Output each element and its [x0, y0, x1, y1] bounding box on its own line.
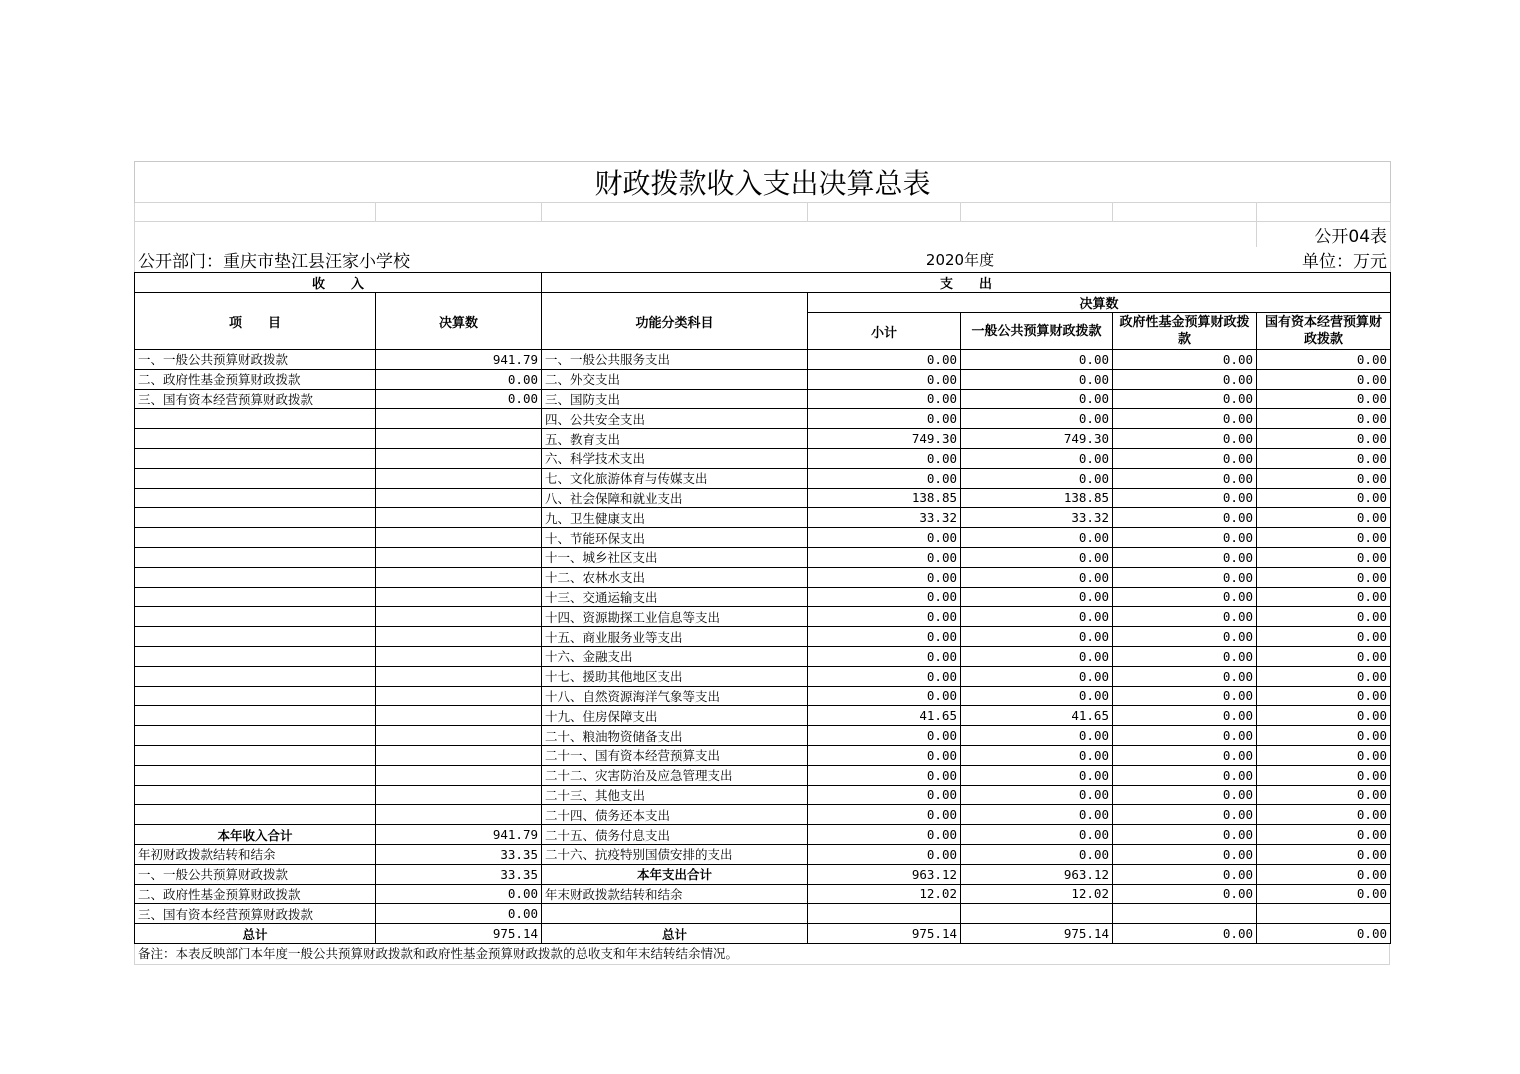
gov-fund-cell: 0.00 [1113, 864, 1257, 884]
gov-fund-header: 政府性基金预算财政拨款 [1113, 313, 1257, 350]
general-budget-cell: 33.32 [961, 508, 1113, 528]
income-item-cell: 本年收入合计 [135, 825, 376, 845]
gov-fund-cell: 0.00 [1113, 488, 1257, 508]
subtotal-cell: 0.00 [808, 448, 961, 468]
state-capital-cell: 0.00 [1257, 508, 1391, 528]
state-capital-cell: 0.00 [1257, 369, 1391, 389]
expense-subject-cell: 十、节能环保支出 [542, 528, 808, 548]
gov-fund-cell: 0.00 [1113, 765, 1257, 785]
table-row [135, 607, 1391, 627]
gov-fund-cell: 0.00 [1113, 528, 1257, 548]
general-budget-cell: 0.00 [961, 607, 1113, 627]
subtotal-cell: 0.00 [808, 785, 961, 805]
gov-fund-cell: 0.00 [1113, 508, 1257, 528]
state-capital-cell: 0.00 [1257, 666, 1391, 686]
expense-subject-cell: 十七、援助其他地区支出 [542, 666, 808, 686]
state-capital-cell: 0.00 [1257, 765, 1391, 785]
state-capital-cell: 0.00 [1257, 924, 1391, 944]
income-item-cell [135, 429, 376, 449]
state-capital-cell: 0.00 [1257, 389, 1391, 409]
income-item-cell: 一、一般公共预算财政拨款 [135, 350, 376, 370]
income-item-cell: 三、国有资本经营预算财政拨款 [135, 904, 376, 924]
expense-subject-cell: 二十六、抗疫特别国债安排的支出 [542, 844, 808, 864]
income-amount-cell [376, 706, 542, 726]
income-item-cell: 二、政府性基金预算财政拨款 [135, 369, 376, 389]
general-budget-cell: 0.00 [961, 409, 1113, 429]
income-item-cell [135, 666, 376, 686]
table-row [135, 350, 1391, 370]
income-amount-cell [376, 745, 542, 765]
state-capital-cell: 0.00 [1257, 528, 1391, 548]
general-budget-cell: 0.00 [961, 587, 1113, 607]
expense-subject-cell: 八、社会保障和就业支出 [542, 488, 808, 508]
expense-subject-cell: 十一、城乡社区支出 [542, 547, 808, 567]
table-row [135, 528, 1391, 548]
table-row [135, 805, 1391, 825]
gov-fund-cell: 0.00 [1113, 468, 1257, 488]
expense-subject-cell: 十五、商业服务业等支出 [542, 627, 808, 647]
department-label: 公开部门：重庆市垫江县汪家小学校 [135, 247, 808, 273]
table-row [135, 448, 1391, 468]
income-amount-cell [376, 488, 542, 508]
item-header: 项 目 [135, 293, 376, 350]
table-row [135, 844, 1391, 864]
general-budget-cell: 0.00 [961, 350, 1113, 370]
gov-fund-cell: 0.00 [1113, 825, 1257, 845]
income-item-cell [135, 547, 376, 567]
general-budget-cell: 0.00 [961, 666, 1113, 686]
gov-fund-cell: 0.00 [1113, 389, 1257, 409]
expense-subject-cell: 六、科学技术支出 [542, 448, 808, 468]
gov-fund-cell: 0.00 [1113, 924, 1257, 944]
expense-subject-cell: 十九、住房保障支出 [542, 706, 808, 726]
subtotal-cell [808, 904, 961, 924]
gov-fund-cell: 0.00 [1113, 805, 1257, 825]
state-capital-cell: 0.00 [1257, 726, 1391, 746]
income-amount-cell [376, 726, 542, 746]
income-amount-cell: 941.79 [376, 825, 542, 845]
state-capital-cell: 0.00 [1257, 785, 1391, 805]
table-row [135, 666, 1391, 686]
general-budget-header: 一般公共预算财政拨款 [961, 313, 1113, 350]
income-item-cell: 二、政府性基金预算财政拨款 [135, 884, 376, 904]
table-row [135, 389, 1391, 409]
state-capital-header: 国有资本经营预算财政拨款 [1257, 313, 1391, 350]
final-amount-header: 决算数 [808, 293, 1391, 313]
subtotal-cell: 0.00 [808, 409, 961, 429]
table-row [135, 726, 1391, 746]
expense-subject-cell: 十六、金融支出 [542, 646, 808, 666]
expense-subject-cell: 十二、农林水支出 [542, 567, 808, 587]
income-amount-cell [376, 429, 542, 449]
expense-subject-cell: 二十、粮油物资储备支出 [542, 726, 808, 746]
general-budget-cell: 0.00 [961, 844, 1113, 864]
income-amount-cell [376, 765, 542, 785]
state-capital-cell: 0.00 [1257, 567, 1391, 587]
table-row [135, 567, 1391, 587]
general-budget-cell: 975.14 [961, 924, 1113, 944]
state-capital-cell: 0.00 [1257, 350, 1391, 370]
income-item-cell [135, 805, 376, 825]
subtotal-cell: 0.00 [808, 587, 961, 607]
general-budget-cell: 0.00 [961, 627, 1113, 647]
page-title: 财政拨款收入支出决算总表 [135, 162, 1391, 203]
state-capital-cell: 0.00 [1257, 429, 1391, 449]
gov-fund-cell: 0.00 [1113, 726, 1257, 746]
gov-fund-cell: 0.00 [1113, 448, 1257, 468]
subtotal-cell: 0.00 [808, 745, 961, 765]
general-budget-cell: 0.00 [961, 765, 1113, 785]
expense-subject-cell: 九、卫生健康支出 [542, 508, 808, 528]
gov-fund-cell: 0.00 [1113, 627, 1257, 647]
gov-fund-cell: 0.00 [1113, 844, 1257, 864]
income-item-cell [135, 409, 376, 429]
subtotal-cell: 0.00 [808, 528, 961, 548]
income-amount-cell: 33.35 [376, 864, 542, 884]
subtotal-cell: 963.12 [808, 864, 961, 884]
income-item-cell [135, 686, 376, 706]
table-row [135, 429, 1391, 449]
income-amount-cell: 941.79 [376, 350, 542, 370]
general-budget-cell: 0.00 [961, 805, 1113, 825]
gov-fund-cell: 0.00 [1113, 666, 1257, 686]
general-budget-cell: 0.00 [961, 646, 1113, 666]
income-amount-cell [376, 646, 542, 666]
fiscal-year: 2020年度 [808, 247, 1113, 273]
gov-fund-cell [1113, 904, 1257, 924]
state-capital-cell: 0.00 [1257, 805, 1391, 825]
table-row [135, 587, 1391, 607]
expense-subject-cell: 十八、自然资源海洋气象等支出 [542, 686, 808, 706]
expense-subject-cell: 十四、资源勘探工业信息等支出 [542, 607, 808, 627]
general-budget-cell: 0.00 [961, 389, 1113, 409]
expense-subject-cell: 三、国防支出 [542, 389, 808, 409]
income-amount-cell: 0.00 [376, 904, 542, 924]
income-item-cell: 总计 [135, 924, 376, 944]
table-row [135, 646, 1391, 666]
income-amount-cell [376, 627, 542, 647]
income-item-cell [135, 468, 376, 488]
expense-subject-cell: 二十四、债务还本支出 [542, 805, 808, 825]
general-budget-cell [961, 904, 1113, 924]
gov-fund-cell: 0.00 [1113, 884, 1257, 904]
gov-fund-cell: 0.00 [1113, 587, 1257, 607]
subtotal-cell: 0.00 [808, 369, 961, 389]
general-budget-cell: 0.00 [961, 686, 1113, 706]
subtotal-cell: 0.00 [808, 765, 961, 785]
unit-label: 单位：万元 [1257, 247, 1391, 273]
table-row [135, 825, 1391, 845]
table-row [135, 369, 1391, 389]
income-item-cell [135, 646, 376, 666]
general-budget-cell: 0.00 [961, 825, 1113, 845]
expense-subject-cell: 二、外交支出 [542, 369, 808, 389]
state-capital-cell: 0.00 [1257, 587, 1391, 607]
report-table [134, 161, 1391, 944]
general-budget-cell: 0.00 [961, 547, 1113, 567]
gov-fund-cell: 0.00 [1113, 785, 1257, 805]
gov-fund-cell: 0.00 [1113, 567, 1257, 587]
subtotal-cell: 0.00 [808, 468, 961, 488]
expense-subject-cell: 二十一、国有资本经营预算支出 [542, 745, 808, 765]
state-capital-cell: 0.00 [1257, 646, 1391, 666]
state-capital-cell [1257, 904, 1391, 924]
income-item-cell [135, 726, 376, 746]
form-number: 公开04表 [1257, 222, 1391, 248]
gov-fund-cell: 0.00 [1113, 646, 1257, 666]
income-item-cell [135, 745, 376, 765]
income-item-cell [135, 508, 376, 528]
expense-subject-cell: 十三、交通运输支出 [542, 587, 808, 607]
gov-fund-cell: 0.00 [1113, 409, 1257, 429]
income-amount-cell: 0.00 [376, 369, 542, 389]
state-capital-cell: 0.00 [1257, 745, 1391, 765]
table-row [135, 468, 1391, 488]
subtotal-cell: 0.00 [808, 825, 961, 845]
subtotal-cell: 12.02 [808, 884, 961, 904]
gov-fund-cell: 0.00 [1113, 607, 1257, 627]
expense-subject-cell: 四、公共安全支出 [542, 409, 808, 429]
income-amount-cell: 0.00 [376, 389, 542, 409]
general-budget-cell: 0.00 [961, 785, 1113, 805]
table-row [135, 924, 1391, 944]
table-row [135, 884, 1391, 904]
income-item-cell [135, 607, 376, 627]
income-amount-cell: 0.00 [376, 884, 542, 904]
income-amount-cell [376, 508, 542, 528]
footnote: 备注：本表反映部门本年度一般公共预算财政拨款和政府性基金预算财政拨款的总收支和年末结转结余情况。 [134, 944, 1390, 965]
state-capital-cell: 0.00 [1257, 884, 1391, 904]
gov-fund-cell: 0.00 [1113, 429, 1257, 449]
table-row [135, 745, 1391, 765]
subtotal-cell: 0.00 [808, 646, 961, 666]
state-capital-cell: 0.00 [1257, 627, 1391, 647]
income-item-cell [135, 528, 376, 548]
subtotal-cell: 0.00 [808, 389, 961, 409]
income-amount-cell [376, 567, 542, 587]
general-budget-cell: 41.65 [961, 706, 1113, 726]
subtotal-cell: 0.00 [808, 350, 961, 370]
income-amount-cell [376, 587, 542, 607]
income-amount-cell [376, 468, 542, 488]
income-item-cell [135, 448, 376, 468]
expense-header: 支 出 [542, 273, 1391, 293]
table-row [135, 864, 1391, 884]
state-capital-cell: 0.00 [1257, 825, 1391, 845]
general-budget-cell: 749.30 [961, 429, 1113, 449]
subtotal-cell: 0.00 [808, 567, 961, 587]
income-amount-cell [376, 448, 542, 468]
subtotal-cell: 0.00 [808, 607, 961, 627]
subtotal-cell: 0.00 [808, 547, 961, 567]
state-capital-cell: 0.00 [1257, 448, 1391, 468]
state-capital-cell: 0.00 [1257, 706, 1391, 726]
income-amount-cell: 33.35 [376, 844, 542, 864]
general-budget-cell: 0.00 [961, 448, 1113, 468]
income-amount-cell [376, 686, 542, 706]
income-amount-cell [376, 547, 542, 567]
general-budget-cell: 138.85 [961, 488, 1113, 508]
general-budget-cell: 12.02 [961, 884, 1113, 904]
income-item-cell [135, 627, 376, 647]
income-item-cell: 一、一般公共预算财政拨款 [135, 864, 376, 884]
expense-subject-cell: 七、文化旅游体育与传媒支出 [542, 468, 808, 488]
amount-header: 决算数 [376, 293, 542, 350]
subtotal-cell: 0.00 [808, 627, 961, 647]
expense-subject-cell: 二十三、其他支出 [542, 785, 808, 805]
gov-fund-cell: 0.00 [1113, 547, 1257, 567]
table-row [135, 627, 1391, 647]
subtotal-cell: 975.14 [808, 924, 961, 944]
table-row [135, 706, 1391, 726]
state-capital-cell: 0.00 [1257, 547, 1391, 567]
state-capital-cell: 0.00 [1257, 468, 1391, 488]
income-item-cell: 三、国有资本经营预算财政拨款 [135, 389, 376, 409]
table-row [135, 785, 1391, 805]
income-amount-cell: 975.14 [376, 924, 542, 944]
expense-subject-cell: 总计 [542, 924, 808, 944]
income-item-cell [135, 706, 376, 726]
gov-fund-cell: 0.00 [1113, 369, 1257, 389]
subtotal-cell: 0.00 [808, 805, 961, 825]
expense-subject-cell: 本年支出合计 [542, 864, 808, 884]
income-amount-cell [376, 805, 542, 825]
state-capital-cell: 0.00 [1257, 864, 1391, 884]
subtotal-header: 小计 [808, 313, 961, 350]
state-capital-cell: 0.00 [1257, 488, 1391, 508]
gov-fund-cell: 0.00 [1113, 686, 1257, 706]
expense-subject-cell [542, 904, 808, 924]
expense-subject-cell: 年末财政拨款结转和结余 [542, 884, 808, 904]
state-capital-cell: 0.00 [1257, 409, 1391, 429]
table-row [135, 904, 1391, 924]
expense-subject-cell: 一、一般公共服务支出 [542, 350, 808, 370]
income-item-cell [135, 488, 376, 508]
subtotal-cell: 0.00 [808, 666, 961, 686]
subtotal-cell: 0.00 [808, 686, 961, 706]
gov-fund-cell: 0.00 [1113, 350, 1257, 370]
report-sheet [134, 161, 1390, 965]
table-row [135, 508, 1391, 528]
income-item-cell [135, 785, 376, 805]
income-amount-cell [376, 409, 542, 429]
table-row [135, 765, 1391, 785]
income-amount-cell [376, 666, 542, 686]
income-amount-cell [376, 607, 542, 627]
general-budget-cell: 0.00 [961, 369, 1113, 389]
subtotal-cell: 138.85 [808, 488, 961, 508]
subtotal-cell: 749.30 [808, 429, 961, 449]
income-item-cell [135, 587, 376, 607]
income-amount-cell [376, 785, 542, 805]
table-row [135, 686, 1391, 706]
general-budget-cell: 963.12 [961, 864, 1113, 884]
func-subject-header: 功能分类科目 [542, 293, 808, 350]
table-row [135, 488, 1391, 508]
state-capital-cell: 0.00 [1257, 686, 1391, 706]
general-budget-cell: 0.00 [961, 468, 1113, 488]
general-budget-cell: 0.00 [961, 567, 1113, 587]
income-header: 收 入 [135, 273, 542, 293]
gov-fund-cell: 0.00 [1113, 706, 1257, 726]
expense-subject-cell: 二十二、灾害防治及应急管理支出 [542, 765, 808, 785]
expense-subject-cell: 五、教育支出 [542, 429, 808, 449]
subtotal-cell: 0.00 [808, 726, 961, 746]
expense-subject-cell: 二十五、债务付息支出 [542, 825, 808, 845]
general-budget-cell: 0.00 [961, 745, 1113, 765]
general-budget-cell: 0.00 [961, 726, 1113, 746]
state-capital-cell: 0.00 [1257, 844, 1391, 864]
subtotal-cell: 41.65 [808, 706, 961, 726]
income-item-cell [135, 567, 376, 587]
subtotal-cell: 0.00 [808, 844, 961, 864]
gov-fund-cell: 0.00 [1113, 745, 1257, 765]
state-capital-cell: 0.00 [1257, 607, 1391, 627]
income-item-cell: 年初财政拨款结转和结余 [135, 844, 376, 864]
general-budget-cell: 0.00 [961, 528, 1113, 548]
income-amount-cell [376, 528, 542, 548]
subtotal-cell: 33.32 [808, 508, 961, 528]
table-row [135, 547, 1391, 567]
income-item-cell [135, 765, 376, 785]
table-row [135, 409, 1391, 429]
